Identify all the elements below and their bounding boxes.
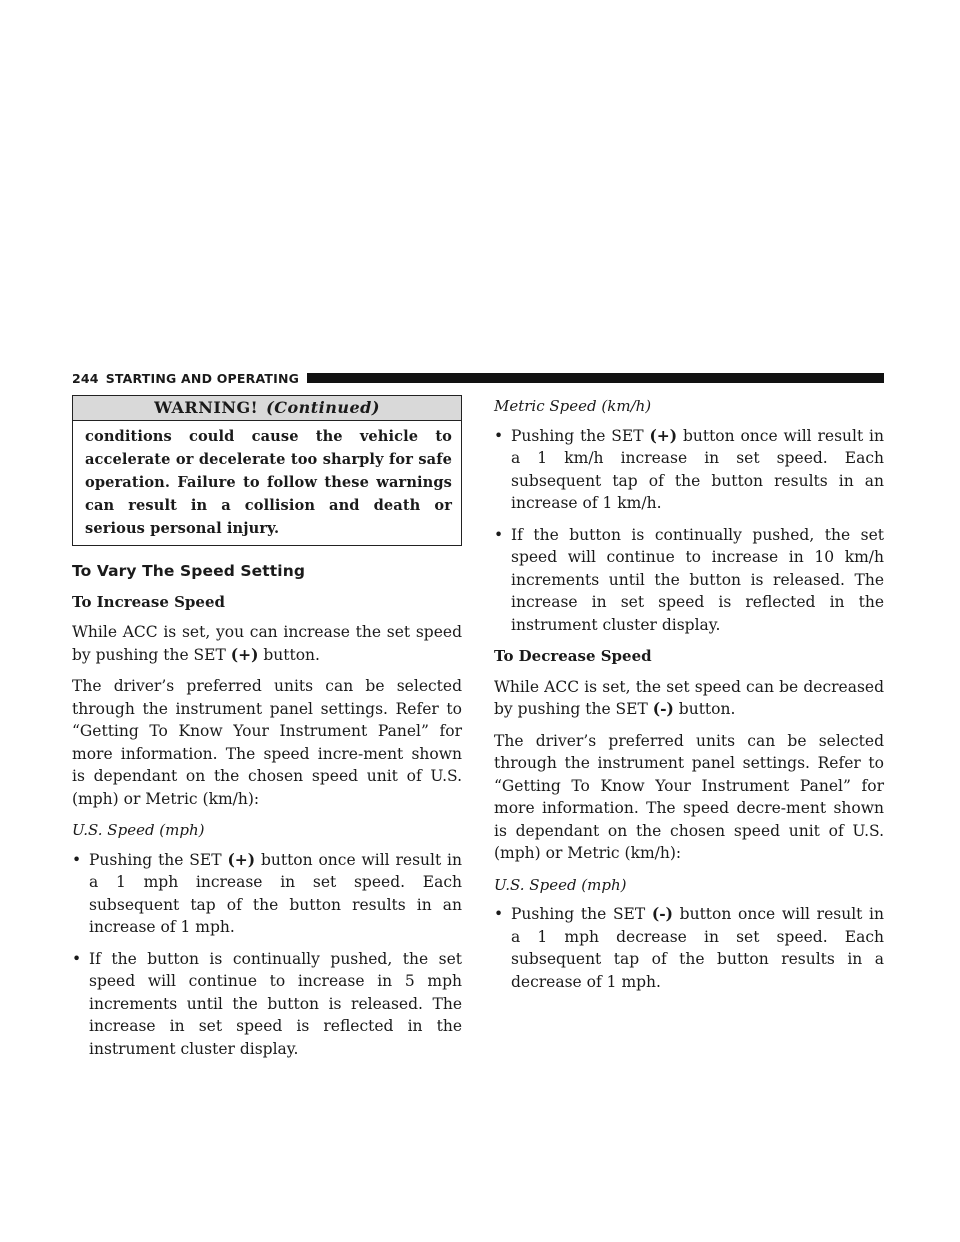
bullet-icon: • xyxy=(72,949,82,968)
bullet-icon: • xyxy=(494,426,504,445)
decrease-speed-heading: To Decrease Speed xyxy=(494,647,652,665)
increase-intro: While ACC is set, you can increase the set speed by pushing the SET (+) button. xyxy=(72,623,462,664)
list-item: • If the button is continually pushed, the set speed will continue to increase in 10 km/h increments until the button is released. The increase in set speed is reflected in the instrument cluster display. xyxy=(494,525,884,634)
increase-speed-heading: To Increase Speed xyxy=(72,592,225,611)
us-decrease-list xyxy=(494,903,884,993)
bullet-icon: • xyxy=(494,905,504,923)
right-column xyxy=(494,395,884,1002)
list-item: • Pushing the SET (-) button once will result in a 1 mph decrease in set speed. Each subsequent tap of the button results in a decrease of 1 mph. xyxy=(494,904,884,991)
bullet-icon: • xyxy=(494,525,504,544)
section-title: STARTING AND OPERATING xyxy=(105,370,300,386)
page-number: 244 xyxy=(72,370,99,386)
warning-box xyxy=(72,395,462,546)
list-item: • If the button is continually pushed, the set speed will continue to increase in 5 mph increments until the button is released. The increase in set speed is reflected in the instrument cluster display. xyxy=(72,949,462,1058)
page-header xyxy=(72,371,884,385)
units-paragraph: The driver’s preferred units can be selected through the instrument panel settings. Refer to “Getting To Know Your Instrument Panel” for more information. The speed decre-ment shown is dependant on the chosen speed unit of U.S. (mph) or Metric (km/h): xyxy=(494,731,884,862)
us-speed-heading: U.S. Speed (mph) xyxy=(494,875,627,894)
warning-continued: (Continued) xyxy=(266,398,380,417)
section-heading: To Vary The Speed Setting xyxy=(72,562,306,580)
metric-speed-heading: Metric Speed (km/h) xyxy=(494,397,652,415)
decrease-intro: While ACC is set, the set speed can be decreased by pushing the SET (-) button. xyxy=(494,677,884,718)
warning-body: conditions could cause the vehicle to accelerate or decelerate too sharply for safe operation. Failure to follow these warnings can result in a collision and death or serious personal injury. xyxy=(85,428,452,537)
list-item: • Pushing the SET (+) button once will result in a 1 km/h increase in set speed. Each subsequent tap of the button results in an increase of 1 km/h. xyxy=(494,425,884,512)
list-item: • Pushing the SET (+) button once will result in a 1 mph increase in set speed. Each subsequent tap of the button results in an increase of 1 mph. xyxy=(72,849,462,936)
warning-title xyxy=(73,396,461,421)
header-rule xyxy=(307,373,884,383)
us-speed-heading: U.S. Speed (mph) xyxy=(72,821,205,839)
warning-label: WARNING! xyxy=(154,398,259,417)
left-column xyxy=(72,395,462,1069)
bullet-icon: • xyxy=(72,850,82,869)
us-increase-list xyxy=(72,849,462,1061)
metric-increase-list xyxy=(494,425,884,637)
units-paragraph: The driver’s preferred units can be selected through the instrument panel settings. Refer to “Getting To Know Your Instrument Panel” for more information. The speed incre-ment shown is dependant on the chosen speed unit of U.S. (mph) or Metric (km/h): xyxy=(72,677,462,808)
